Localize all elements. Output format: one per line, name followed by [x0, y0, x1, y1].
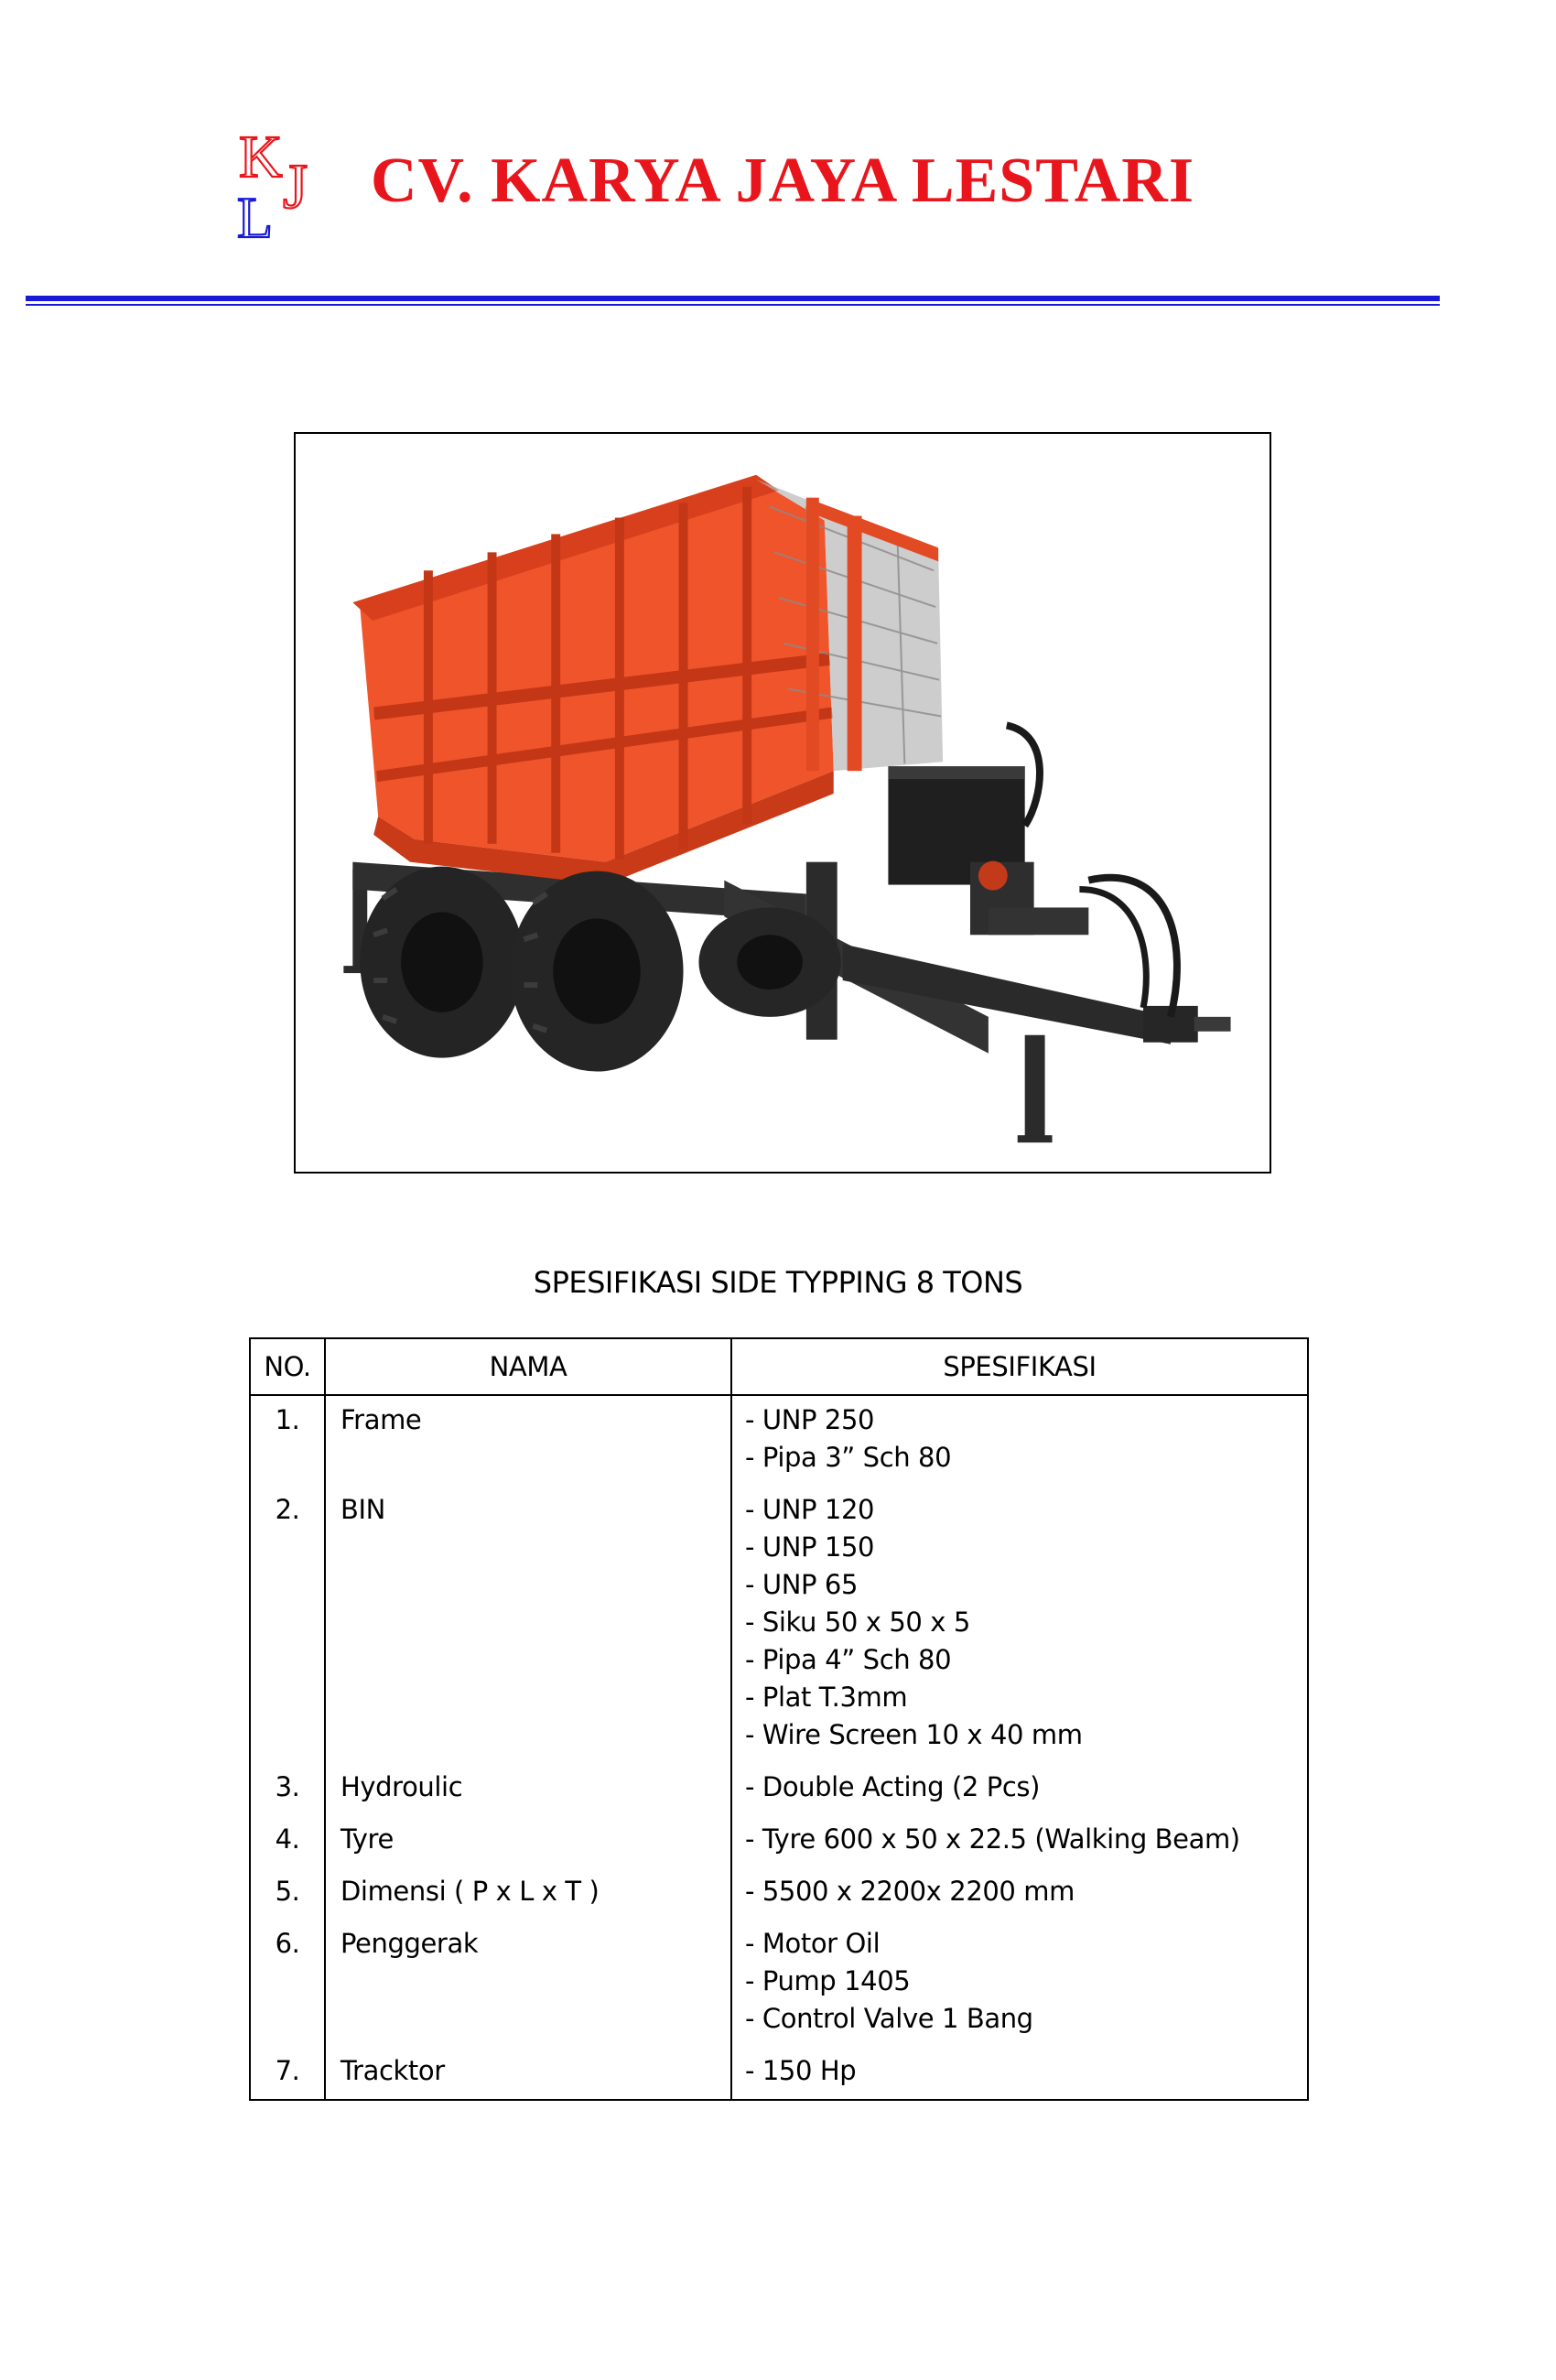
- row-number: 5.: [275, 1876, 300, 1907]
- spec-item: - 5500 x 2200x 2200 mm: [745, 1876, 1075, 1907]
- table-row: [250, 1395, 1308, 1486]
- row-number: 2.: [275, 1494, 300, 1525]
- spec-item: - UNP 250: [745, 1404, 875, 1435]
- row-name: BIN: [340, 1494, 385, 1525]
- spec-item: - Wire Screen 10 x 40 mm: [745, 1719, 1083, 1750]
- row-number: 3.: [275, 1771, 300, 1802]
- row-name: Penggerak: [340, 1928, 479, 1959]
- table-row: [250, 1867, 1308, 1920]
- page-header: [0, 110, 1556, 256]
- row-name: Tyre: [340, 1823, 394, 1855]
- row-number: 6.: [275, 1928, 300, 1959]
- row-number: 1.: [275, 1404, 300, 1435]
- table-row: [250, 1920, 1308, 2047]
- spec-item: - Pipa 3” Sch 80: [745, 1442, 952, 1473]
- table-row: [250, 1486, 1308, 1763]
- column-header-name: NAMA: [325, 1338, 731, 1395]
- spec-item: - Double Acting (2 Pcs): [745, 1771, 1041, 1802]
- row-name: Dimensi ( P x L x T ): [340, 1876, 600, 1907]
- spec-title: SPESIFIKASI SIDE TYPPING 8 TONS: [533, 1265, 1023, 1300]
- company-name: CV. KARYA JAYA LESTARI: [371, 146, 1195, 216]
- spec-item: - Tyre 600 x 50 x 22.5 (Walking Beam): [745, 1823, 1240, 1855]
- spec-item: - Plat T.3mm: [745, 1682, 908, 1713]
- row-name: Tracktor: [340, 2055, 445, 2086]
- table-row: [250, 2047, 1308, 2100]
- spec-item: - Motor Oil: [745, 1928, 881, 1959]
- product-photo: [294, 432, 1271, 1174]
- spec-table: [249, 1337, 1309, 2101]
- spec-item: - Pipa 4” Sch 80: [745, 1644, 952, 1675]
- row-number: 4.: [275, 1823, 300, 1855]
- spec-item: - Siku 50 x 50 x 5: [745, 1606, 970, 1638]
- spec-item: - 150 Hp: [745, 2055, 857, 2086]
- trailer-illustration: [296, 434, 1270, 1172]
- spec-item: - UNP 65: [745, 1569, 859, 1600]
- table-header-row: [250, 1338, 1308, 1395]
- row-number: 7.: [275, 2055, 300, 2086]
- svg-text:K: K: [239, 124, 283, 190]
- table-row: [250, 1763, 1308, 1815]
- spec-item: - Pump 1405: [745, 1965, 911, 1996]
- spec-item: - UNP 120: [745, 1494, 875, 1525]
- spec-item: - UNP 150: [745, 1531, 875, 1563]
- column-header-spec: SPESIFIKASI: [731, 1338, 1308, 1395]
- spec-item: - Control Valve 1 Bang: [745, 2003, 1033, 2034]
- row-name: Frame: [340, 1404, 422, 1435]
- svg-text:J: J: [283, 152, 308, 222]
- svg-text:L: L: [237, 185, 274, 243]
- header-divider: [26, 296, 1440, 307]
- column-header-no: NO.: [250, 1338, 325, 1395]
- row-name: Hydroulic: [340, 1771, 463, 1802]
- table-row: [250, 1815, 1308, 1867]
- company-logo: [233, 124, 334, 243]
